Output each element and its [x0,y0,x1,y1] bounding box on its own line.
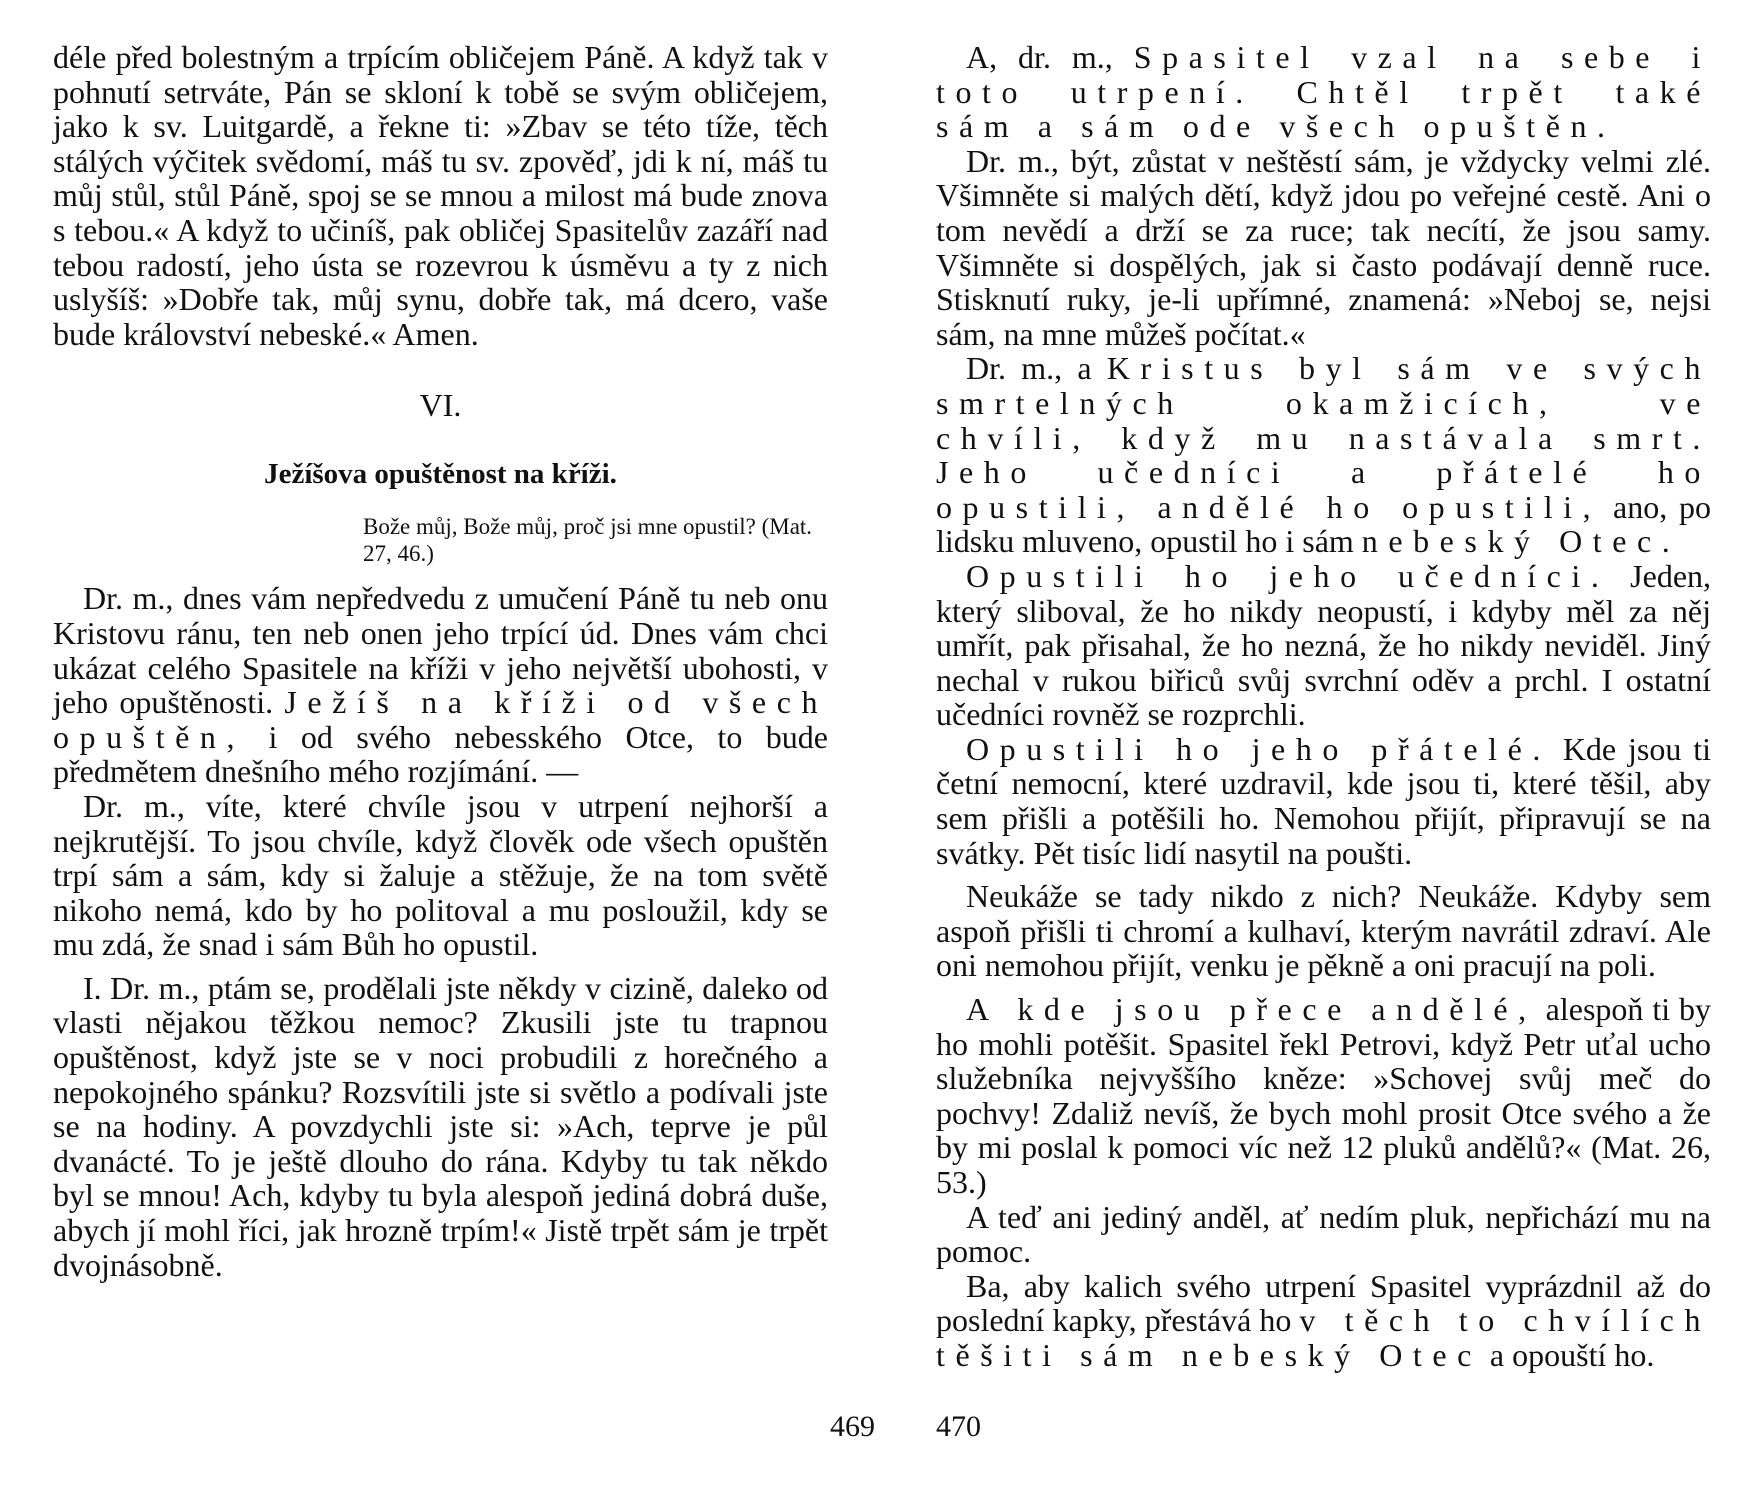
paragraph-r1-text-a: A, dr. m., [966,39,1113,75]
paragraph-r3-text-b: ano, po lidsku mluveno, opustil ho i sám [936,488,1712,560]
opening-paragraph: déle před bolestným a trpícím obličejem Páně. A když tak v pohnutí setrváte, Pán se skloní k tobě se svým obličejem, jako k sv. Luitgardě, a řekne ti: »Zbav se této tíže, těch stálých výčitek svědomí, máš tu sv. zpověď, jdi k ní, máš tu můj stůl, stůl Páně, spoj se se mnou a milost má bude znova s tebou.« A když to učiníš, pak obličej Spasitelův zazáří nad tebou radostí, jeho ústa se rozevrou k úsměvu a ty z nich uslyšíš: »Dobře tak, můj synu, dobře tak, má dcero, vaše bude království nebeské.« Amen. [53,39,828,352]
paragraph-1-text-a: Dr. m., dnes vám nepředvedu z umučení Páně tu neb onu Kristovu ránu, ten neb onen jeho trpící úd. Dnes vám chci ukázat celého Spasitele na kříži v jeho největší ubohosti, v jeho opuštěnosti. [53,580,828,721]
paragraph-1-spaced: Ježíš na kříži od všech opuštěn, [53,684,829,755]
right-body [936,40,1711,1373]
paragraph-r4-text: Jeden, který sliboval, že ho nikdy neopustí, i kdyby měl za něj umřít, pak přisahal, že ho nezná, že ho nikdy neviděl. Jiný nechal v rukou biřiců svůj svrchní oděv a prchl. I ostatní učedníci rovněž se rozprchli. [936,557,1712,733]
chapter-number: VI. [419,387,462,424]
paragraph-r9-text-a: Ba, aby kalich svého utrpení Spasitel vyprázdnil až do poslední kapky, přestává ho [936,1267,1711,1339]
paragraph-3: I. Dr. m., ptám se, prodělali jste někdy v cizině, daleko od vlasti nějakou těžkou nemoc? Zkusili jste tu trapnou opuštěnost, když jste se v noci probudili z horečného a nepokojného spánku? Rozsvítili jste si světlo a podívali jste se na hodiny. A povzdychli jste si: »Ach, teprve je půl dvanácté. To je ještě dlouho do rána. Kdyby tu tak někdo byl se mnou! Ach, kdyby tu byla alespoň jediná dobrá duše, abych jí mohl říci, jak hrozně trpím!« Jistě trpět sám je trpět dvojnásobně. [53,969,828,1283]
paragraph-r3-text-a: Dr. m., a [966,350,1092,387]
paragraph-r5-text: Kde jsou ti četní nemocní, které uzdravil, kde jsou ti, které těšil, aby sem přišli a potěšili ho. Nemohou přijít, připravují se na svátky. Pět tisíc lidí nasytil na poušti. [936,730,1712,871]
paragraph-r3 [936,351,1711,559]
left-body [53,581,828,1282]
paragraph-r3-spaced: Kristus byl sám ve svých smrtelných okamžicích, ve chvíli, když mu nastávala smrt. Jeho učedníci a přátelé ho opustili, andělé ho opustili, [936,350,1712,525]
paragraph-r2: Dr. m., být, zůstat v neštěstí sám, je vždycky velmi zlé. Všimněte si malých dětí, když jdou po veřejné cestě. Ani o tom nevědí a drží se za ruce; tak necítí, že jsou samy. Všimněte si dospělých, jak si často podávají denně ruce. Stisknutí ruky, je-li upřímné, znamená: »Neboj se, nejsi sám, na mne můžeš počítat.« [936,142,1711,352]
paragraph-r5-spaced: Opustili ho jeho přátelé. [966,730,1551,767]
paragraph-r6: Neukáže se tady nikdo z nich? Neukáže. Kdyby sem aspoň přišli ti chromí a kulhaví, kterým navrátil zdraví. Ale oni nemohou přijít, venku je pěkně a oni pracují na poli. [936,878,1711,984]
page-number-left: 469 [830,1410,875,1443]
paragraph-r3-spaced-2: nebeský Otec. [1361,523,1681,560]
paragraph-r9-text-b: a opouští ho. [1489,1336,1655,1373]
paragraph-1-text-b: i od svého nebesského Otce, to bude předmětem dnešního mého rozjímání. — [53,718,829,790]
paragraph-r4-spaced: Opustili ho jeho učedníci. [966,557,1610,594]
paragraph-r7-spaced: A kde jsou přece andělé, [966,991,1537,1028]
paragraph-r7 [936,992,1711,1200]
paragraph-r1-spaced: Spasitel vzal na sebe i toto utrpení. Chtěl trpět také sám a sám ode všech opuštěn. [936,39,1712,145]
left-page [53,39,875,1443]
paragraph-r4 [936,559,1711,732]
paragraph-r7-text: alespoň ti by ho mohli potěšit. Spasitel řekl Petrovi, když Petr uťal ucho služebníka nejvyššího kněze: »Schovej svůj meč do pochvy! Zdaliž nevíš, že bych mohl prosit Otce svého a že by mi poslal k pomoci víc než 12 pluků andělů?« (Mat. 26, 53.) [936,991,1712,1200]
paragraph-r9-spaced: v těch to chvílích těšiti sám nebeský Otec [936,1302,1711,1373]
chapter-title: Ježíšova opuštěnost na kříži. [264,458,617,491]
paragraph-2: Dr. m., víte, které chvíle jsou v utrpení nejhorší a nejkrutější. To jsou chvíle, když člověk ode všech opuštěn trpí sám a sám, kdy si žaluje a stěžuje, že na tom světě nikoho nemá, kdo by ho politoval a mu posloužil, kdy se mu zdá, že snad i sám Bůh ho opustil. [53,787,828,963]
paragraph-1 [53,581,828,789]
left-page-text [53,40,828,351]
right-page [936,39,1712,1443]
paragraph-r5 [936,732,1711,870]
page-number-right: 470 [936,1410,981,1443]
paragraph-r1 [936,40,1711,144]
epigraph: Bože můj, Bože můj, proč jsi mne opustil? (Mat. 27, 46.) [363,514,813,567]
paragraph-r8: A teď ani jediný anděl, ať nedím pluk, nepřichází mu na pomoc. [936,1198,1711,1270]
paragraph-r9 [936,1269,1711,1373]
